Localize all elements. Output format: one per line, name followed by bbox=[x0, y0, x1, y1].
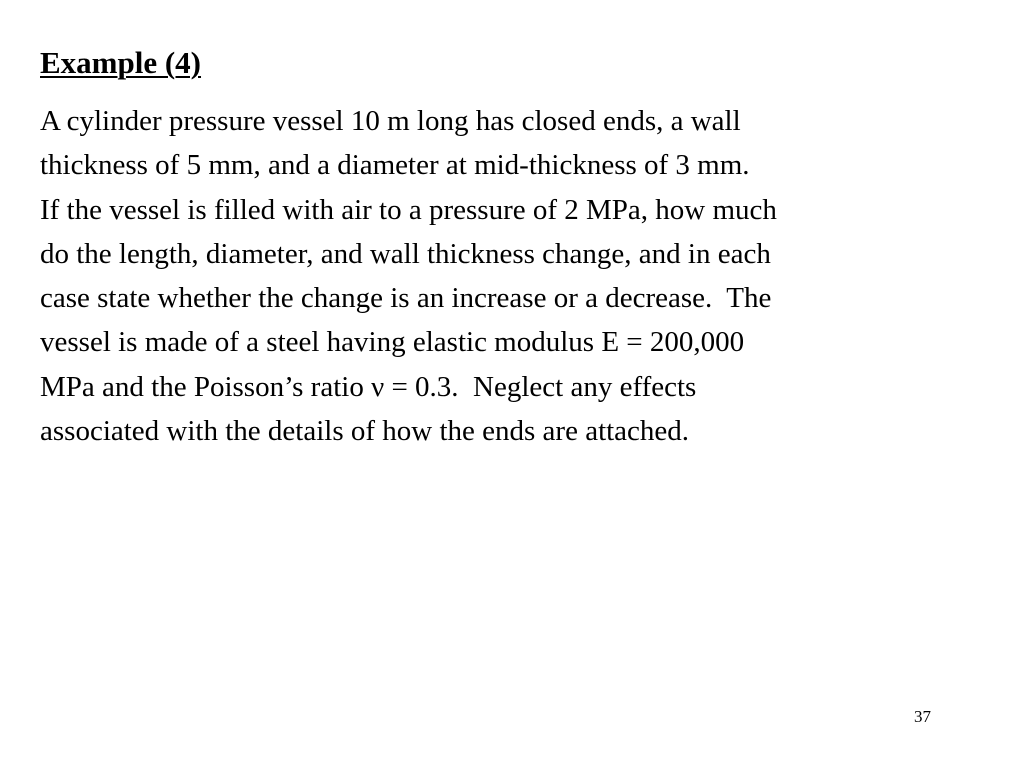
problem-line: thickness of 5 mm, and a diameter at mid-thickness of 3 mm. bbox=[40, 149, 750, 182]
problem-line: vessel is made of a steel having elastic modulus E = 200,000 bbox=[40, 326, 745, 359]
problem-line: MPa and the Poisson’s ratio ν = 0.3. Neglect any effects bbox=[40, 370, 697, 403]
problem-line: do the length, diameter, and wall thickness change, and in each bbox=[40, 237, 771, 270]
page-number: 37 bbox=[914, 707, 931, 726]
problem-line: associated with the details of how the ends are attached. bbox=[40, 415, 690, 448]
example-heading: Example (4) bbox=[40, 45, 202, 80]
problem-line: If the vessel is filled with air to a pressure of 2 MPa, how much bbox=[40, 193, 777, 226]
problem-line: case state whether the change is an increase or a decrease. The bbox=[40, 282, 772, 315]
problem-statement bbox=[40, 99, 1000, 453]
problem-line: A cylinder pressure vessel 10 m long has closed ends, a wall bbox=[40, 105, 741, 137]
